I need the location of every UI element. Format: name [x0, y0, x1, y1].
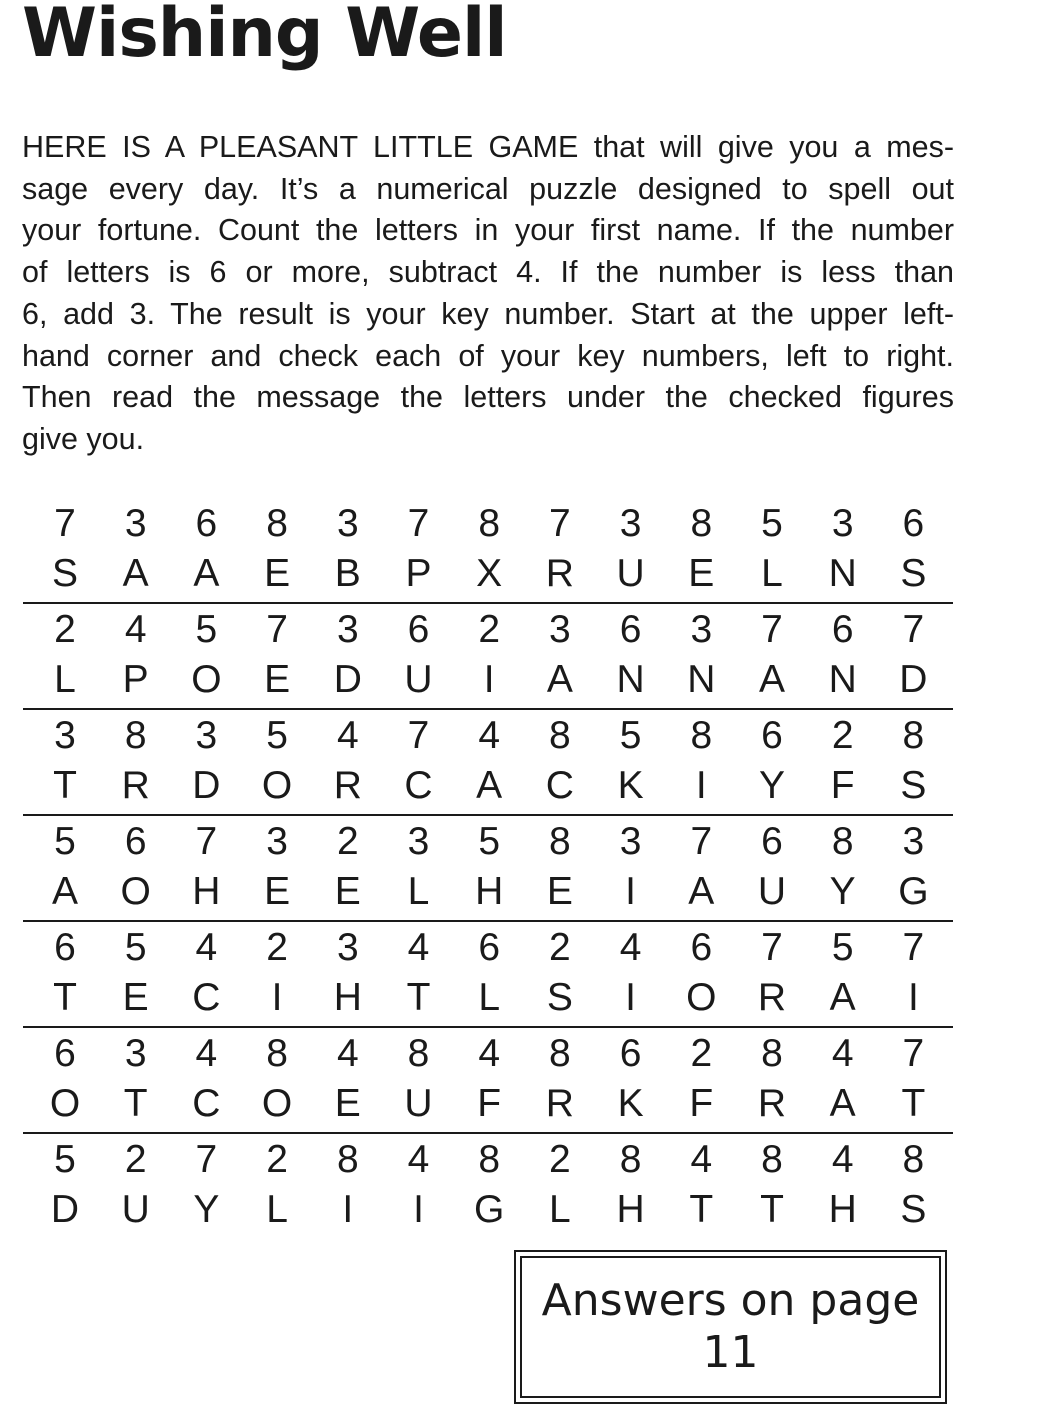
grid-letter: T — [901, 1082, 926, 1125]
grid-letter: U — [404, 658, 433, 701]
instruction-line: 6, add 3. The result is your key number. Start at the upper left- — [22, 296, 954, 331]
answers-box — [514, 1250, 947, 1404]
grid-number[interactable]: 5 — [831, 926, 854, 969]
grid-number[interactable]: 3 — [195, 714, 218, 757]
grid-number[interactable]: 3 — [619, 820, 642, 863]
grid-letter: X — [476, 552, 503, 595]
grid-number[interactable]: 5 — [54, 820, 76, 863]
grid-number[interactable]: 6 — [831, 608, 854, 651]
grid-number[interactable]: 5 — [761, 502, 783, 545]
grid-letter: E — [334, 870, 361, 913]
instruction-line: Then read the message the letters under the checked figures — [22, 380, 954, 415]
grid-letter: R — [757, 1082, 787, 1125]
grid-number[interactable]: 4 — [831, 1138, 854, 1181]
grid-number[interactable]: 6 — [124, 820, 147, 863]
grid-number[interactable]: 3 — [266, 820, 288, 863]
grid-number[interactable]: 6 — [690, 926, 713, 969]
grid-number[interactable]: 2 — [266, 926, 288, 969]
grid-number[interactable]: 3 — [336, 608, 359, 651]
grid-number[interactable]: 4 — [195, 1032, 218, 1075]
grid-letter: A — [829, 976, 856, 1019]
grid-number[interactable]: 8 — [266, 1032, 288, 1075]
grid-letter: L — [549, 1188, 571, 1231]
puzzle-grid — [23, 498, 953, 1240]
grid-letter: D — [899, 658, 928, 701]
grid-letter: R — [121, 764, 150, 807]
grid-letter: O — [261, 764, 293, 807]
grid-number[interactable]: 5 — [478, 820, 501, 863]
grid-number[interactable]: 5 — [266, 714, 288, 757]
grid-letter: B — [334, 552, 361, 595]
grid-letter: D — [333, 658, 362, 701]
grid-number[interactable]: 8 — [407, 1032, 430, 1075]
grid-number[interactable]: 7 — [54, 502, 76, 545]
grid-number[interactable]: 3 — [902, 820, 925, 863]
grid-letter: L — [761, 552, 783, 595]
grid-number[interactable]: 4 — [690, 1138, 713, 1181]
instruction-line: your fortune. Count the letters in your first name. If the number — [22, 213, 954, 248]
grid-letter: T — [406, 976, 431, 1019]
grid-row — [23, 498, 953, 604]
grid-number[interactable]: 4 — [407, 926, 430, 969]
grid-letter: S — [546, 976, 573, 1019]
grid-number[interactable]: 8 — [690, 714, 713, 757]
grid-number[interactable]: 4 — [336, 1032, 359, 1075]
grid-number[interactable]: 6 — [407, 608, 430, 651]
grid-letter: L — [54, 658, 76, 701]
grid-letter: C — [192, 1082, 221, 1125]
grid-row — [23, 1134, 953, 1240]
grid-letter: I — [907, 976, 919, 1019]
grid-number[interactable]: 7 — [902, 926, 925, 969]
grid-number[interactable]: 5 — [124, 926, 147, 969]
grid-letter: P — [122, 658, 149, 701]
grid-number[interactable]: 3 — [690, 608, 713, 651]
grid-number[interactable]: 8 — [761, 1032, 783, 1075]
grid-letter: A — [546, 658, 573, 701]
grid-number[interactable]: 4 — [478, 1032, 501, 1075]
grid-letter: F — [830, 764, 855, 807]
grid-number[interactable]: 6 — [761, 714, 783, 757]
grid-number[interactable]: 7 — [761, 608, 783, 651]
grid-letter: O — [261, 1082, 293, 1125]
grid-number[interactable]: 7 — [902, 1032, 925, 1075]
grid-letter: H — [828, 1188, 857, 1231]
grid-number[interactable]: 7 — [407, 714, 430, 757]
grid-number[interactable]: 8 — [619, 1138, 642, 1181]
grid-letter: I — [483, 658, 495, 701]
grid-letter: G — [474, 1188, 505, 1231]
grid-letter: N — [828, 658, 857, 701]
grid-letter: D — [192, 764, 221, 807]
grid-letter: S — [900, 1188, 927, 1231]
grid-letter: C — [404, 764, 433, 807]
grid-letter: Y — [829, 870, 856, 913]
grid-number[interactable]: 3 — [336, 926, 359, 969]
grid-letter: O — [49, 1082, 81, 1125]
grid-letter: L — [478, 976, 501, 1019]
grid-number[interactable]: 2 — [549, 926, 571, 969]
grid-number[interactable]: 8 — [549, 1032, 571, 1075]
grid-number[interactable]: 6 — [478, 926, 501, 969]
grid-letter: I — [695, 764, 707, 807]
grid-number[interactable]: 3 — [549, 608, 571, 651]
grid-number[interactable]: 8 — [549, 714, 571, 757]
grid-number[interactable]: 2 — [690, 1032, 713, 1075]
grid-letter: I — [342, 1188, 354, 1231]
grid-letter: K — [617, 764, 644, 807]
grid-row — [23, 710, 953, 816]
grid-number[interactable]: 8 — [831, 820, 854, 863]
grid-number[interactable]: 8 — [478, 502, 501, 545]
grid-letter: E — [546, 870, 573, 913]
grid-letter: O — [191, 658, 222, 701]
grid-letter: I — [625, 976, 637, 1019]
grid-letter: S — [51, 552, 78, 595]
grid-number[interactable]: 6 — [761, 820, 783, 863]
grid-number[interactable]: 3 — [124, 502, 147, 545]
grid-letter: R — [757, 976, 787, 1019]
grid-number[interactable]: 8 — [124, 714, 147, 757]
grid-number[interactable]: 2 — [124, 1138, 147, 1181]
grid-letter: A — [51, 870, 78, 913]
grid-letter: I — [271, 976, 283, 1019]
grid-letter: N — [828, 552, 857, 595]
grid-letter: C — [545, 764, 574, 807]
grid-letter: O — [120, 870, 151, 913]
grid-number[interactable]: 5 — [54, 1138, 76, 1181]
grid-row — [23, 604, 953, 710]
grid-letter: E — [264, 552, 291, 595]
grid-number[interactable]: 8 — [902, 714, 925, 757]
grid-letter: I — [413, 1188, 424, 1231]
grid-number[interactable]: 4 — [619, 926, 642, 969]
grid-number[interactable]: 5 — [619, 714, 642, 757]
grid-number[interactable]: 2 — [549, 1138, 571, 1181]
grid-number[interactable]: 8 — [266, 502, 288, 545]
grid-letter: C — [192, 976, 221, 1019]
instruction-line: of letters is 6 or more, subtract 4. If the number is less than — [22, 255, 954, 290]
grid-letter: T — [53, 976, 77, 1019]
grid-letter: A — [122, 552, 149, 595]
grid-number[interactable]: 4 — [336, 714, 359, 757]
grid-number[interactable]: 2 — [336, 820, 359, 863]
grid-number[interactable]: 7 — [549, 502, 571, 545]
grid-letter: Y — [193, 1188, 220, 1231]
grid-letter: A — [193, 552, 220, 595]
grid-letter: D — [50, 1188, 80, 1231]
grid-row — [23, 922, 953, 1028]
grid-letter: O — [686, 976, 717, 1019]
grid-number[interactable]: 8 — [336, 1138, 359, 1181]
grid-number[interactable]: 7 — [761, 926, 783, 969]
grid-row — [23, 816, 953, 922]
grid-letter: S — [900, 764, 927, 807]
instructions — [22, 127, 954, 461]
grid-number[interactable]: 8 — [549, 820, 571, 863]
grid-number[interactable]: 5 — [195, 608, 218, 651]
grid-number[interactable]: 8 — [761, 1138, 783, 1181]
grid-number[interactable]: 4 — [478, 714, 501, 757]
grid-number[interactable]: 3 — [124, 1032, 147, 1075]
grid-number[interactable]: 6 — [54, 926, 76, 969]
grid-letter: A — [829, 1082, 856, 1125]
answers-note: Answers on page 11 — [520, 1256, 941, 1398]
grid-letter: U — [616, 552, 645, 595]
grid-letter: F — [477, 1082, 502, 1125]
grid-letter: U — [404, 1082, 433, 1125]
grid-letter: H — [616, 1188, 645, 1231]
grid-letter: U — [121, 1188, 150, 1231]
grid-number[interactable]: 3 — [407, 820, 430, 863]
instruction-line: give you. — [22, 421, 145, 456]
grid-letter: S — [900, 552, 927, 595]
grid-letter: H — [475, 870, 504, 913]
grid-letter: T — [53, 764, 77, 807]
grid-letter: G — [898, 870, 929, 913]
instruction-line: HERE IS A PLEASANT LITTLE GAME that will give you a mes- — [22, 130, 954, 164]
grid-number[interactable]: 6 — [54, 1032, 76, 1075]
grid-letter: A — [758, 658, 785, 701]
grid-letter: Y — [758, 764, 785, 807]
grid-letter: T — [123, 1082, 148, 1125]
grid-number[interactable]: 2 — [478, 608, 501, 651]
grid-letter: N — [687, 658, 716, 701]
grid-letter: E — [334, 1082, 361, 1125]
grid-letter: N — [616, 658, 645, 701]
instruction-line: hand corner and check each of your key numbers, left to right. — [22, 338, 954, 373]
grid-number[interactable]: 2 — [54, 608, 76, 651]
grid-number[interactable]: 7 — [690, 820, 713, 863]
grid-number[interactable]: 7 — [195, 820, 218, 863]
grid-number[interactable]: 3 — [336, 502, 359, 545]
grid-letter: H — [192, 870, 221, 913]
grid-letter: I — [625, 870, 637, 913]
grid-letter: R — [545, 552, 574, 595]
grid-number[interactable]: 4 — [831, 1032, 854, 1075]
grid-letter: U — [757, 870, 787, 913]
grid-number[interactable]: 8 — [902, 1138, 925, 1181]
grid-number[interactable]: 4 — [124, 608, 147, 651]
grid-letter: A — [476, 764, 503, 807]
grid-letter: E — [122, 976, 149, 1019]
grid-letter: T — [689, 1188, 714, 1231]
grid-number[interactable]: 2 — [831, 714, 854, 757]
grid-number[interactable]: 4 — [195, 926, 218, 969]
grid-letter: T — [760, 1188, 784, 1231]
grid-letter: R — [545, 1082, 574, 1125]
grid-number[interactable]: 7 — [195, 1138, 218, 1181]
grid-number[interactable]: 6 — [195, 502, 218, 545]
grid-letter: L — [407, 870, 430, 913]
grid-number[interactable]: 8 — [478, 1138, 501, 1181]
grid-number[interactable]: 8 — [690, 502, 713, 545]
grid-letter: P — [405, 552, 432, 595]
grid-letter: R — [333, 764, 362, 807]
grid-letter: K — [617, 1082, 644, 1125]
grid-letter: E — [264, 658, 291, 701]
grid-number[interactable]: 4 — [407, 1138, 430, 1181]
grid-number[interactable]: 7 — [407, 502, 430, 545]
instruction-line: sage every day. It’s a numerical puzzle designed to spell out — [22, 171, 954, 206]
grid-letter: E — [688, 552, 715, 595]
grid-letter: A — [688, 870, 715, 913]
puzzle-title: Wishing Well — [22, 0, 507, 73]
grid-row — [23, 1028, 953, 1134]
grid-number[interactable]: 6 — [619, 1032, 642, 1075]
grid-letter: L — [266, 1188, 288, 1231]
grid-letter: H — [333, 976, 362, 1019]
grid-letter: E — [264, 870, 291, 913]
grid-number[interactable]: 2 — [266, 1138, 288, 1181]
grid-number[interactable]: 7 — [902, 608, 925, 651]
grid-number[interactable]: 3 — [54, 714, 76, 757]
grid-number[interactable]: 6 — [619, 608, 642, 651]
grid-number[interactable]: 3 — [831, 502, 854, 545]
grid-number[interactable]: 7 — [266, 608, 288, 651]
grid-letter: F — [689, 1082, 714, 1125]
grid-number[interactable]: 3 — [619, 502, 642, 545]
grid-number[interactable]: 6 — [902, 502, 925, 545]
